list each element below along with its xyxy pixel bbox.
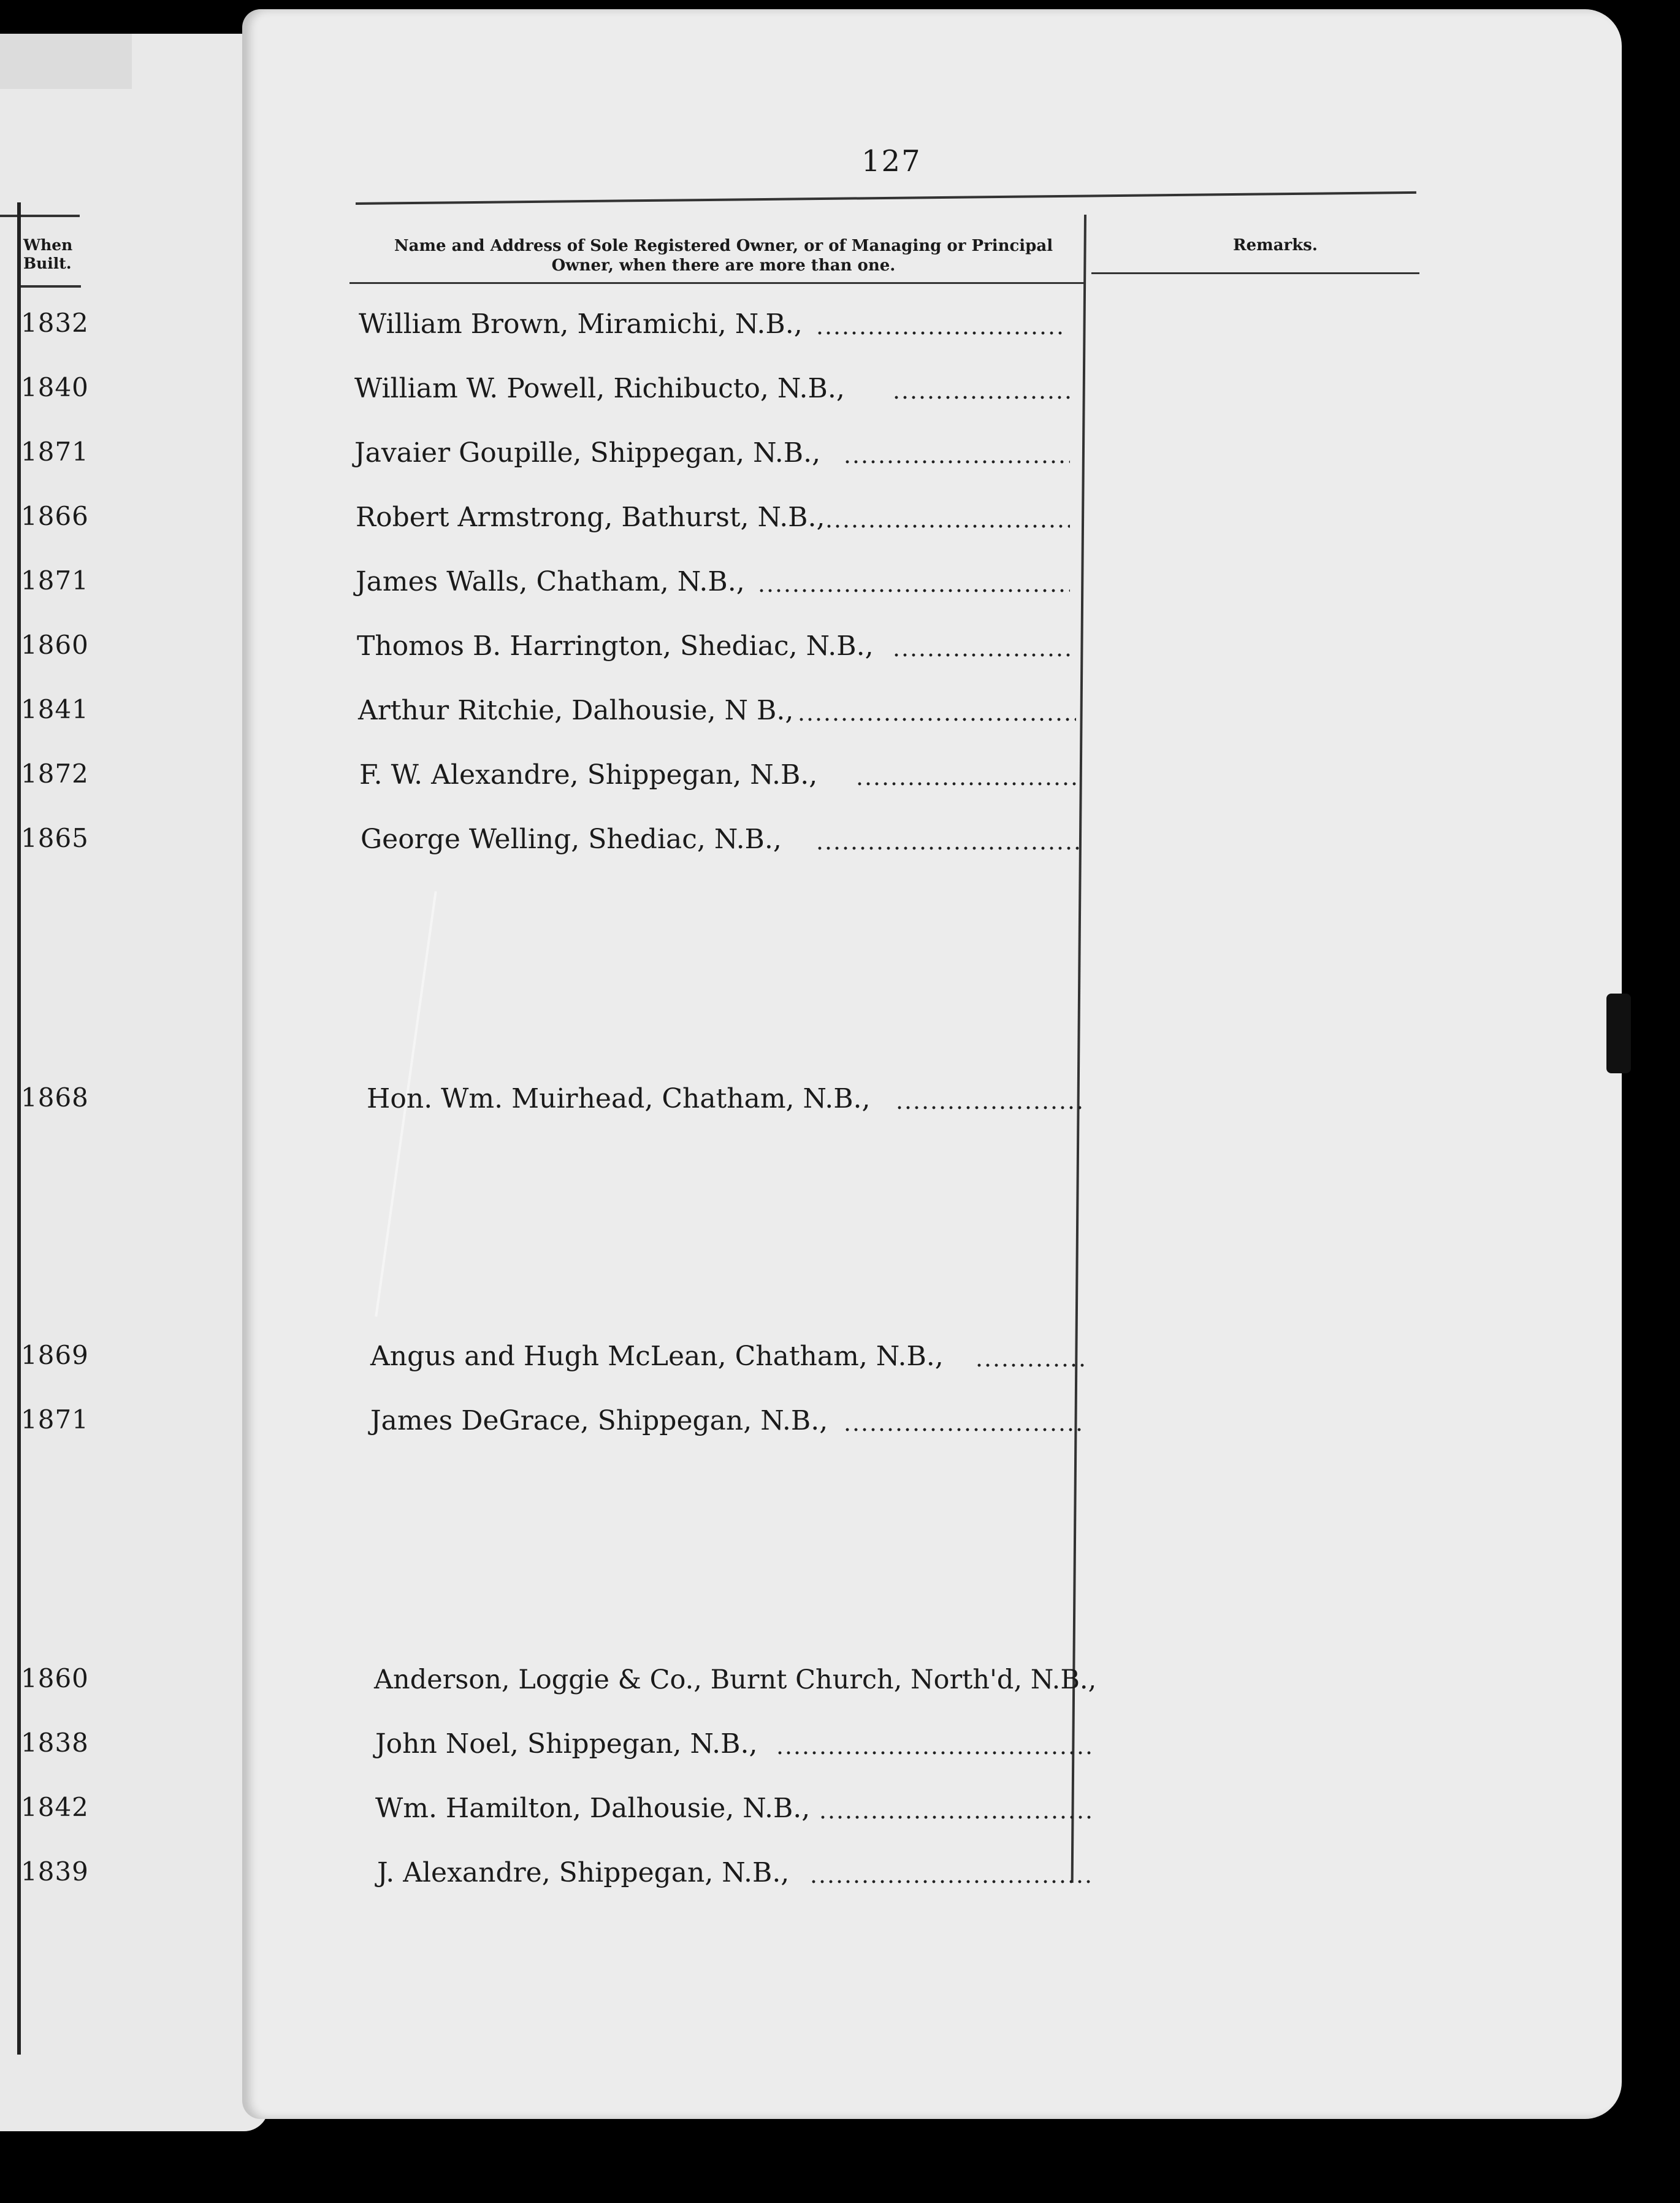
remarks-header-rule — [1091, 272, 1419, 274]
owner-entry-8: F. W. Alexandre, Shippegan, N.B., — [359, 759, 818, 791]
owner-entry-2: William W. Powell, Richibucto, N.B., — [354, 373, 845, 404]
leader-dots — [757, 589, 1070, 592]
owner-entry-12: James DeGrace, Shippegan, N.B., — [370, 1405, 828, 1436]
leader-dots — [975, 1363, 1085, 1367]
year-6: 1860 — [21, 630, 89, 660]
year-3: 1871 — [21, 437, 89, 467]
owner-entry-6: Thomos B. Harrington, Shediac, N.B., — [357, 630, 874, 662]
year-10: 1868 — [21, 1082, 89, 1113]
leader-dots — [776, 1751, 1091, 1755]
year-2: 1840 — [21, 372, 89, 402]
year-9: 1865 — [21, 823, 89, 853]
leader-dots — [855, 782, 1076, 786]
owner-entry-10: Hon. Wm. Muirhead, Chatham, N.B., — [367, 1083, 871, 1114]
owner-entry-5: James Walls, Chatham, N.B., — [356, 566, 745, 597]
leader-dots — [892, 396, 1070, 399]
leader-dots — [892, 653, 1073, 657]
owner-entry-15: Wm. Hamilton, Dalhousie, N.B., — [375, 1793, 811, 1824]
year-15: 1842 — [21, 1792, 89, 1822]
year-5: 1871 — [21, 565, 89, 596]
year-8: 1872 — [21, 759, 89, 789]
year-13: 1860 — [21, 1663, 89, 1693]
leader-dots — [843, 460, 1070, 464]
leader-dots — [819, 1815, 1091, 1819]
owner-entry-3: Javaier Goupille, Shippegan, N.B., — [354, 437, 821, 469]
leader-dots — [895, 1106, 1082, 1109]
owner-header-rule — [349, 282, 1085, 284]
owner-column-header: Name and Address of Sole Registered Owner, or of Managing or Principal Owner, when there are more than one. — [394, 237, 1053, 275]
year-4: 1866 — [21, 501, 89, 531]
page-number: 127 — [861, 144, 922, 178]
leader-dots — [825, 524, 1070, 528]
year-11: 1869 — [21, 1340, 89, 1370]
leader-dots — [809, 1880, 1091, 1883]
left-page-edge — [0, 34, 132, 89]
leader-dots — [797, 718, 1076, 721]
year-7: 1841 — [21, 694, 89, 724]
leader-dots — [843, 1428, 1085, 1431]
owner-entry-13: Anderson, Loggie & Co., Burnt Church, North'd, N.B., — [374, 1665, 1097, 1695]
left-header-rule-bottom — [20, 285, 81, 288]
remarks-column-header: Remarks. — [1233, 236, 1318, 255]
owner-entry-16: J. Alexandre, Shippegan, N.B., — [377, 1857, 790, 1888]
owner-entry-4: Robert Armstrong, Bathurst, N.B., — [356, 502, 825, 533]
owner-entry-14: John Noel, Shippegan, N.B., — [375, 1728, 758, 1760]
year-16: 1839 — [21, 1856, 89, 1887]
leader-dots — [815, 331, 1067, 335]
year-1: 1832 — [21, 308, 89, 338]
owner-entry-11: Angus and Hugh McLean, Chatham, N.B., — [370, 1341, 944, 1372]
leader-dots — [815, 846, 1079, 850]
when-built-header: When Built. — [23, 236, 73, 272]
left-header-rule-top — [0, 215, 80, 217]
owner-entry-1: William Brown, Miramichi, N.B., — [359, 308, 803, 340]
owner-entry-9: George Welling, Shediac, N.B., — [361, 824, 782, 855]
page-edge-shadow — [1606, 994, 1631, 1073]
year-14: 1838 — [21, 1728, 89, 1758]
year-12: 1871 — [21, 1404, 89, 1435]
left-column-rule — [17, 202, 21, 2055]
owner-entry-7: Arthur Ritchie, Dalhousie, N B., — [358, 695, 794, 726]
